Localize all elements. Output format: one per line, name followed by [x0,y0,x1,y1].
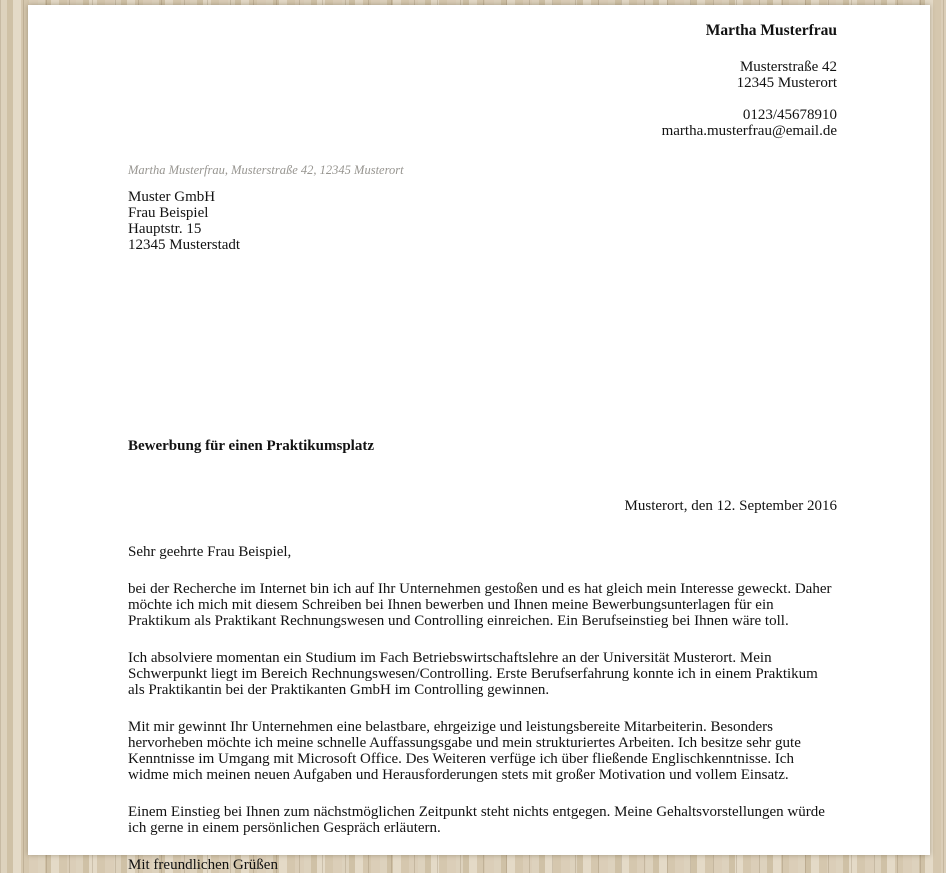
paragraph-availability: Einem Einstieg bei Ihnen zum nächstmöglichen Zeitpunkt steht nichts entgegen. Meine Gehaltsvorstellungen würde ich gerne in einem persönlichen Gespräch erläutern. [128,804,825,836]
sender-phone: 0123/45678910 [742,107,837,123]
recipient-address [128,189,837,253]
sender-name: Martha Musterfrau [705,22,837,39]
salutation: Sehr geehrte Frau Beispiel, [128,544,292,560]
sender-street: Musterstraße 42 [739,59,837,75]
sender-contact [128,107,837,139]
subject-line: Bewerbung für einen Praktikumsplatz [128,438,374,454]
recipient-street: Hauptstr. 15 [128,221,202,237]
date-line: Musterort, den 12. September 2016 [624,498,837,514]
sender-address [128,59,837,91]
paragraph-skills: Mit mir gewinnt Ihr Unternehmen eine belastbare, ehrgeizige und leistungsbereite Mitarbeiterin. Besonders hervorheben möchte ich meine schnelle Auffassungsgabe und mein strukturiertes Arbeiten. Ich besitze sehr gute Kenntnisse im Umgang mit Microsoft Office. Des Weiteren verfüge ich über fließende Englischkenntnisse. Ich widme mich meinen neuen Aufgaben und Herausforderungen stets mit großer Motivation und vollem Einsatz. [128,719,801,783]
sender-email: martha.musterfrau@email.de [661,123,837,139]
closing: Mit freundlichen Grüßen [128,857,278,873]
sender-city: 12345 Musterort [736,75,837,91]
letter-page [28,5,930,873]
paragraph-studies: Ich absolviere momentan ein Studium im Fach Betriebswirtschaftslehre an der Universität Musterort. Mein Schwerpunkt liegt im Bereich Rechnungswesen/Controlling. Erste Berufserfahrung konnte ich in einem Praktikum als Praktikantin bei der Praktikanten GmbH im Controlling gewinnen. [128,650,818,698]
recipient-contact: Frau Beispiel [128,205,209,221]
paragraph-intro: bei der Recherche im Internet bin ich auf Ihr Unternehmen gestoßen und es hat gleich mein Interesse geweckt. Daher möchte ich mich mit diesem Schreiben bei Ihnen bewerben und Ihnen meine Bewerbungsunterlagen für ein Praktikum als Praktikant Rechnungswesen und Controlling einreichen. Ein Berufseinstieg bei Ihnen wäre toll. [128,581,832,629]
return-address-line: Martha Musterfrau, Musterstraße 42, 12345 Musterort [128,163,404,177]
recipient-city: 12345 Musterstadt [128,237,241,253]
recipient-company: Muster GmbH [128,189,216,205]
